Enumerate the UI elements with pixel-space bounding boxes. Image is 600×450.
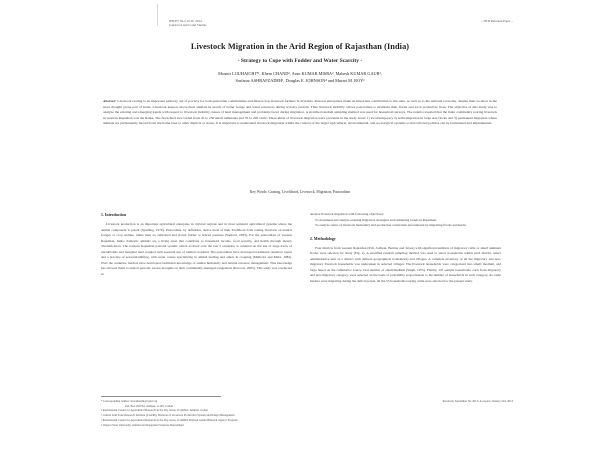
author-line-2: Sarfaraz ASHRAFZADEH¹, Douglas E. JOHNSON⁴ and Murari M. ROY²	[235, 78, 365, 83]
section-heading-methodology: 2. Methodology	[310, 236, 336, 241]
paragraph: Four districts from western Rajasthan (Pali, Jodhpur, Barmer and Jalore) with significant numbers of migratory cattle or small ruminant flocks were selected for study (Fig. 1). A stratified random sampling method was used to select households within each district, select administrative unit as a district with defined geographical boundaries) and villages. A complete inventory of all the migratory and non-migratory livestock households was undertaken in selected villages. The livestock households were categorized into small, medium, and large based on the cumulative source total number of small/medium (Singh, 1975). Finally, 125 sample households, each from migratory and non-migratory category, were selected on the basis of probability proportionate to the number of households in each category. As cattle herders were migrating during the deficit period, all the 55 households rearing cattle were selected for the present study.	[310, 245, 501, 283]
objective-item: To document and analyze existing migration strategies and remaining trends in Rajasthan.	[315, 217, 437, 222]
footnote-separator	[101, 396, 221, 397]
journal-name-line: Journal of Arid Land Studies	[169, 23, 207, 28]
footnote-block	[101, 399, 401, 427]
footnote-line: ⁴ Oregon State University, Animal and Rangeland Sciences Department	[101, 422, 184, 427]
received-accepted-line: Received, September 30, 2013; Accepted, January 2nd, 2014	[442, 399, 513, 403]
abstract-block	[103, 99, 497, 127]
footnote-line: P.O. Box 950764, Amman, 11195, Jordan	[125, 403, 173, 408]
section-heading-introduction: 1. Introduction	[101, 213, 127, 217]
running-head-right: – DTⅡ Refereed Paper –	[481, 19, 513, 23]
footnote-line: ² Central Arid Zone Research Institute (CAZRI), Division of Livestock Production System and Range Management	[101, 413, 235, 418]
footnote-line: ¹ International Center for Agricultural Research in the Dry Areas, ICARDA, Amman, Jordan	[101, 408, 208, 413]
author-line-1: Mounir LOUHAICHI*¹, Khem CHAND², Arun KUMAR MISRA², Mahesh KUMAR GAUR³,	[218, 71, 382, 76]
objectives-intro: analyze livestock migration with following objectives:	[310, 212, 384, 216]
footnote-line: ³ International Center for Agricultural Research in the Dry Areas, ICARDA Dryland Arabia Bilateral Agency Program	[101, 417, 238, 422]
paper-subtitle: - Strategy to Cope with Fodder and Water Scarcity -	[237, 58, 363, 64]
objective-item: To analyze status of livestock husbandry and production constraints encountered by migrating flocks and herds.	[315, 223, 467, 228]
page-content	[85, 0, 515, 450]
keywords-line: Key Words: Grazing, Livelihood, Livestock, Migration, Pastoralism	[249, 190, 351, 194]
paragraph: Livestock production is an important agricultural enterprise in dryland regions and in most semiarid agricultural systems where the animal component is potent (Spalding, 1979). Pastoralists, by definition, derive most of their livelihood from raising livestock on natural forages or crop residue, rather than on cultivated and stored fodder or fenced pastures (Sanford, 1983). For the pastoralists of western Rajasthan, India, domestic animals are a living asset that contribute to household income, food security, and health through dietary diversification. The western Rajasthan pastoral system, which evolved over the last 3 centuries, is centered on the use of large tracts of uncultivable and marginal land coupled with seasonal use of rainfed cropland. The pastoralists have developed traditional retention routes and a practice of seasonal/shifting, with water course specializing in animal feeding and others in cropping (Malhotra and Mitra, 1982). Over the centuries, herders have developed traditional knowledge of animal husbandry and natural resource management. This knowledge has allowed them to exploit periodic excess droughts on their communally-managed rangelands (Kavoori, 2005). This study was conducted in	[101, 222, 292, 276]
running-head-left	[169, 19, 206, 28]
journal-issue-line: JPN/PT 39-2, II-IV, 2014	[169, 19, 202, 23]
footnote-line: * Corresponding Author: m.louhaichi@cgiar.org	[101, 399, 158, 403]
abstract-label: Abstract:	[103, 99, 117, 103]
paper-title: Livestock Migration in the Arid Region of Rajasthan (India)	[190, 42, 410, 51]
column-right	[310, 212, 501, 387]
column-left	[101, 212, 292, 387]
abstract-text: Livestock rearing is an important pathway out of poverty for both pastoralist communities and mixed crop-livestock farmers in drylands. Pastoral enterprises make an important contribution to the state, as well as to the national economy, despite their location in the most drought prone part of India. Livestock keepers move their animals in search of better forage and water resources during scarcity periods. Thus livestock mobility allows pastoralists to maintain their flocks and local productive lives. The objective of this study was to analyze the existing and emerging trends with respect to livestock mobility, issues of herd management and problems faced during migration. A stratified random sampling method was used for household surveys. The results revealed that the main community rearing livestock in western Rajasthan was the Raika. The flock/herd size varied from 45 to 250 small ruminants and 35 to 220 cattle. Three kinds of livestock migration were prevalent in the study areas: 1) local/temporary 2) semi-migration in large size flocks and 3) permanent migration where animals are permanently moved from the home base to other districts or states. It is important to understand livestock migration within the context of the larger agricultural, environmental, and sociological systems so that tailored policies can be formulated and implemented.	[103, 99, 497, 126]
body-columns	[101, 212, 501, 387]
